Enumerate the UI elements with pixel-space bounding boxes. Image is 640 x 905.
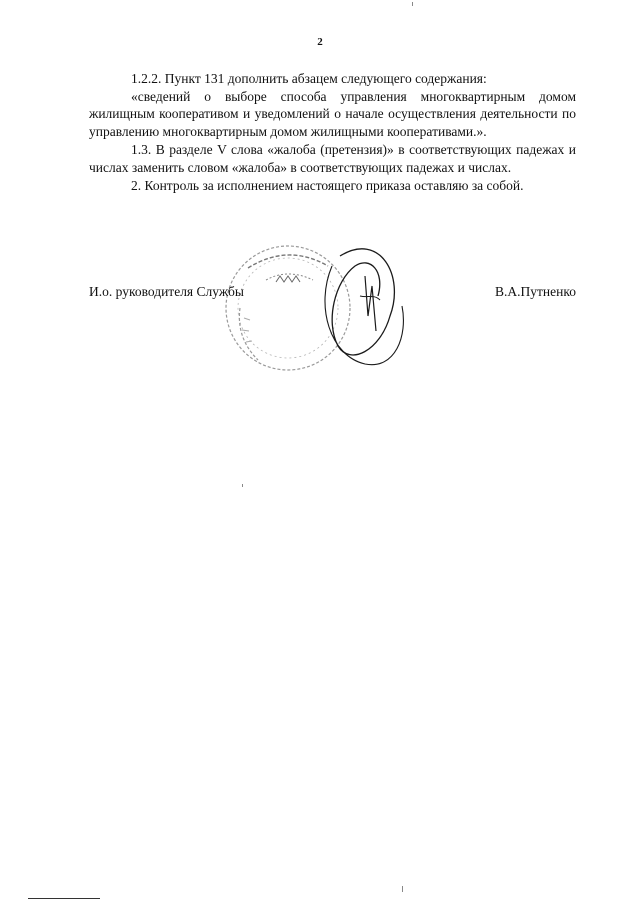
handwritten-signature bbox=[310, 236, 410, 376]
document-body bbox=[89, 70, 576, 195]
paragraph-2: 2. Контроль за исполнением настоящего приказа оставляю за собой. bbox=[131, 178, 524, 193]
speck-bottom bbox=[402, 886, 403, 892]
paragraph-1-3: 1.3. В разделе V слова «жалоба (претензия)» в соответствующих падежах и числах заменить словом «жалоба» в соответствующих падежах и числах. bbox=[89, 142, 576, 175]
signer-name: В.А.Путненко bbox=[495, 284, 576, 299]
speck-top-1 bbox=[412, 2, 413, 6]
page-number: 2 bbox=[317, 36, 323, 48]
paragraph-quote: «сведений о выборе способа управления многоквартирным домом жилищным кооперативом и уведомлений о начале осуществления деятельности по управлению многоквартирным домом жилищными кооперативами.». bbox=[89, 88, 576, 139]
speck-mid bbox=[242, 484, 243, 487]
footer-rule bbox=[28, 898, 100, 899]
paragraph-1-2-2: 1.2.2. Пункт 131 дополнить абзацем следующего содержания: bbox=[131, 71, 487, 86]
position-title: И.о. руководителя Службы bbox=[89, 284, 244, 299]
